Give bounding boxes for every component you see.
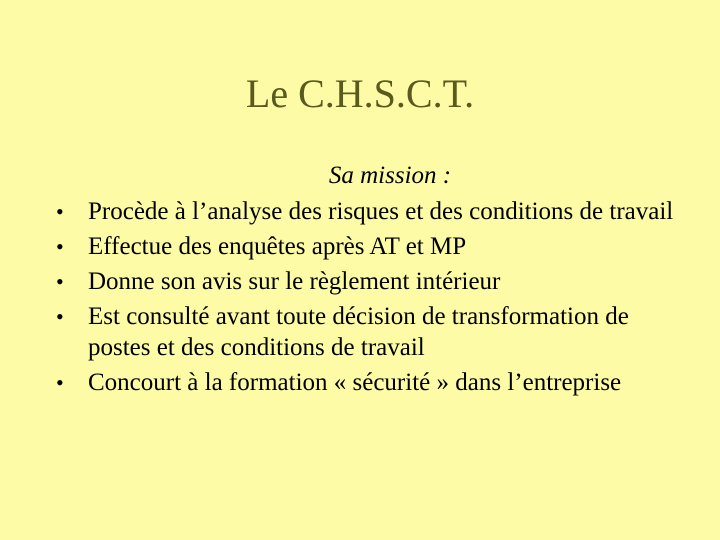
bullet-marker: • <box>56 234 64 259</box>
bullet-text: Procède à l’analyse des risques et des conditions de travail <box>88 198 674 225</box>
bullet-text: Est consulté avant toute décision de transformation de postes et des conditions de travail <box>88 303 629 361</box>
bullet-item <box>54 266 694 297</box>
bullet-text: Donne son avis sur le règlement intérieur <box>88 268 501 295</box>
bullet-text: Effectue des enquêtes après AT et MP <box>88 233 467 260</box>
bullet-text: Concourt à la formation « sécurité » dans l’entreprise <box>88 369 622 396</box>
bullet-item <box>54 196 694 227</box>
bullet-marker: • <box>56 370 64 395</box>
bullet-marker: • <box>56 304 64 329</box>
slide-title: Le C.H.S.C.T. <box>245 71 475 116</box>
bullet-item <box>54 301 694 363</box>
bullet-item <box>54 231 694 262</box>
bullet-marker: • <box>56 269 64 294</box>
bullet-list <box>54 196 694 402</box>
bullet-item <box>54 367 694 398</box>
bullet-marker: • <box>56 199 64 224</box>
slide-subtitle: Sa mission : <box>328 162 452 189</box>
